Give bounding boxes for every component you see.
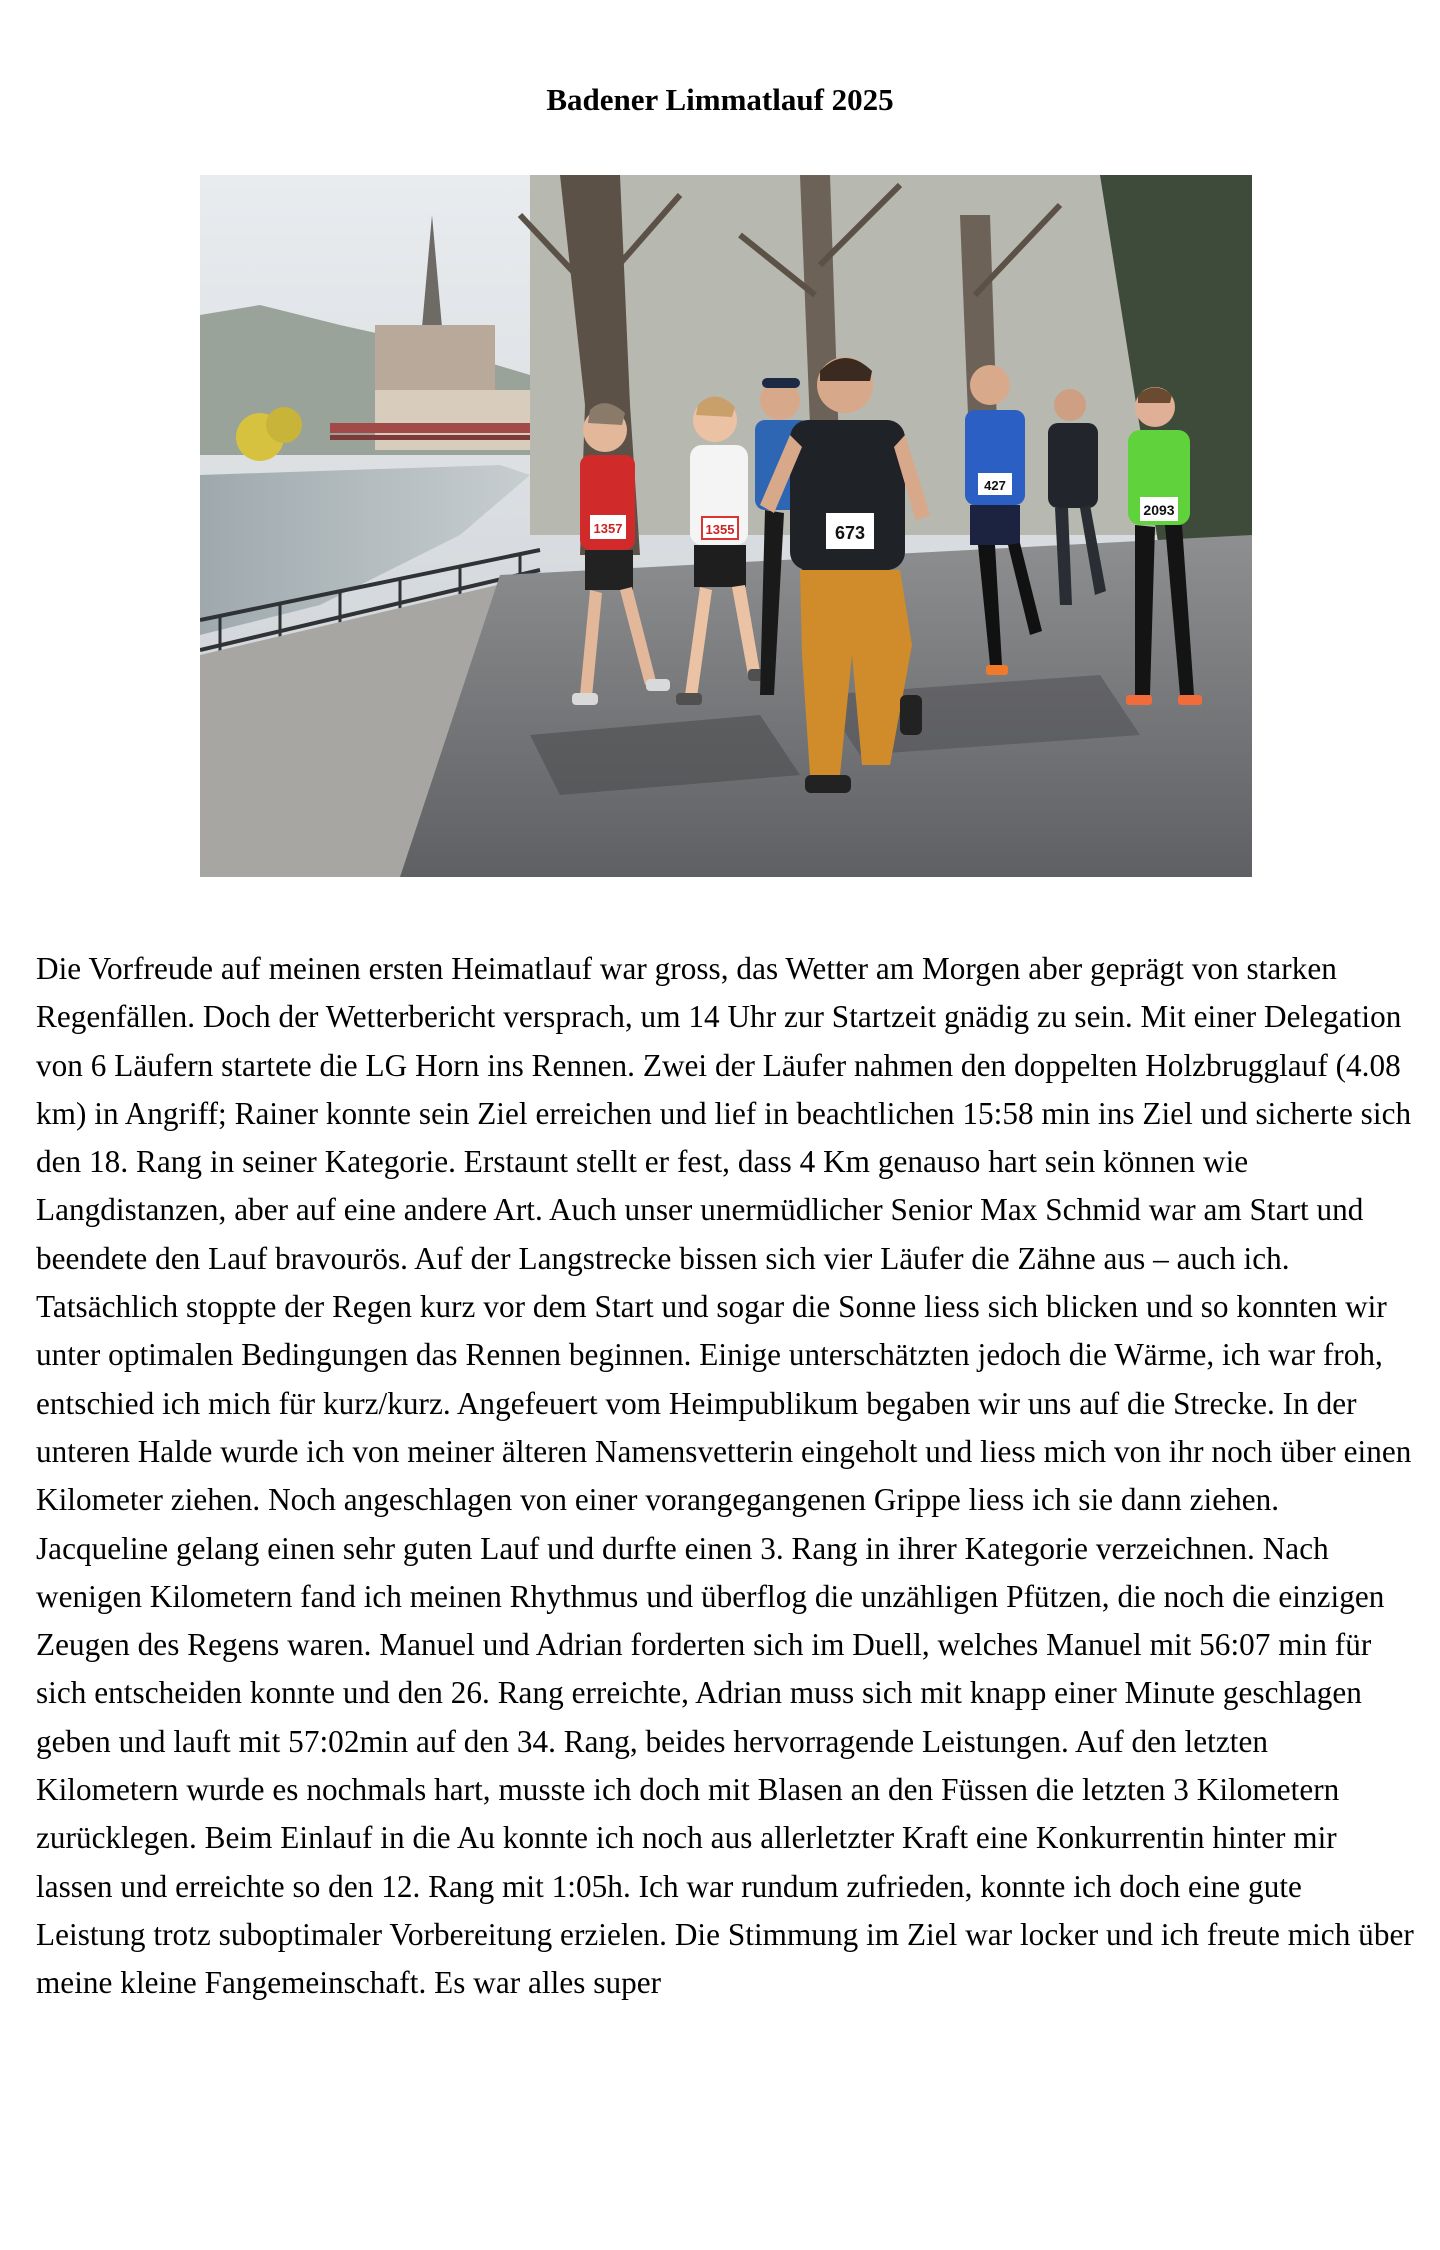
svg-text:673: 673 [834, 523, 866, 543]
race-photo [200, 175, 1252, 877]
svg-text:427: 427 [984, 478, 1006, 493]
svg-text:1355: 1355 [705, 522, 735, 537]
article-paragraph: Die Vorfreude auf meinen ersten Heimatlauf war gross, das Wetter am Morgen aber geprägt von starken Regenfällen. Doch der Wetterbericht versprach, um 14 Uhr zur Startzeit gnädig zu sein. Mit einer Delegation von 6 Läufern startete die LG Horn ins Rennen. Zwei der Läufer nahmen den doppelten Holzbrugglauf (4.08 km) in Angriff; Rainer konnte sein Ziel erreichen und lief in beachtlichen 15:58 min ins Ziel und sicherte sich den 18. Rang in seiner Kategorie. Erstaunt stellt er fest, dass 4 Km genauso hart sein können wie Langdistanzen, aber auf eine andere Art. Auch unser unermüdlicher Senior Max Schmid war am Start und beendete den Lauf bravourös. Auf der Langstrecke bissen sich vier Läufer die Zähne aus – auch ich. Tatsächlich stoppte der Regen kurz vor dem Start und sogar die Sonne liess sich blicken und so konnten wir unter optimalen Bedingungen das Rennen beginnen. Einige unterschätzten jedoch die Wärme, ich war froh, entschied ich mich für kurz/kurz. Angefeuert vom Heimpublikum begaben wir uns auf die Strecke. In der unteren Halde wurde ich von meiner älteren Namensvetterin eingeholt und liess mich von ihr noch über einen Kilometer ziehen. Noch angeschlagen von einer vorangegangenen Grippe liess ich sie dann ziehen. Jacqueline gelang einen sehr guten Lauf und durfte einen 3. Rang in ihrer Kategorie verzeichnen. Nach wenigen Kilometern fand ich meinen Rhythmus und überflog die unzähligen Pfützen, die noch die einzigen Zeugen des Regens waren. Manuel und Adrian forderten sich im Duell, welches Manuel mit 56:07 min für sich entscheiden konnte und den 26. Rang erreichte, Adrian muss sich mit knapp einer Minute geschlagen geben und lauft mit 57:02min auf den 34. Rang, beides hervorragende Leistungen. Auf den letzten Kilometern wurde es nochmals hart, musste ich doch mit Blasen an den Füssen die letzten 3 Kilometern zurücklegen. Beim Einlauf in die Au konnte ich noch aus allerletzter Kraft eine Konkurrentin hinter mir lassen und erreichte so den 12. Rang mit 1:05h. Ich war rundum zufrieden, konnte ich doch eine gute Leistung trotz suboptimaler Vorbereitung erzielen. Die Stimmung im Ziel war locker und ich freute mich über meine kleine Fangemeinschaft. Es war alles super [36, 951, 1427, 2001]
svg-text:1357: 1357 [593, 521, 623, 536]
article-body [36, 945, 1427, 2008]
svg-text:2093: 2093 [1143, 502, 1175, 518]
document-title: Badener Limmatlauf 2025 [546, 82, 894, 117]
running-race-photo-icon [200, 175, 1252, 877]
